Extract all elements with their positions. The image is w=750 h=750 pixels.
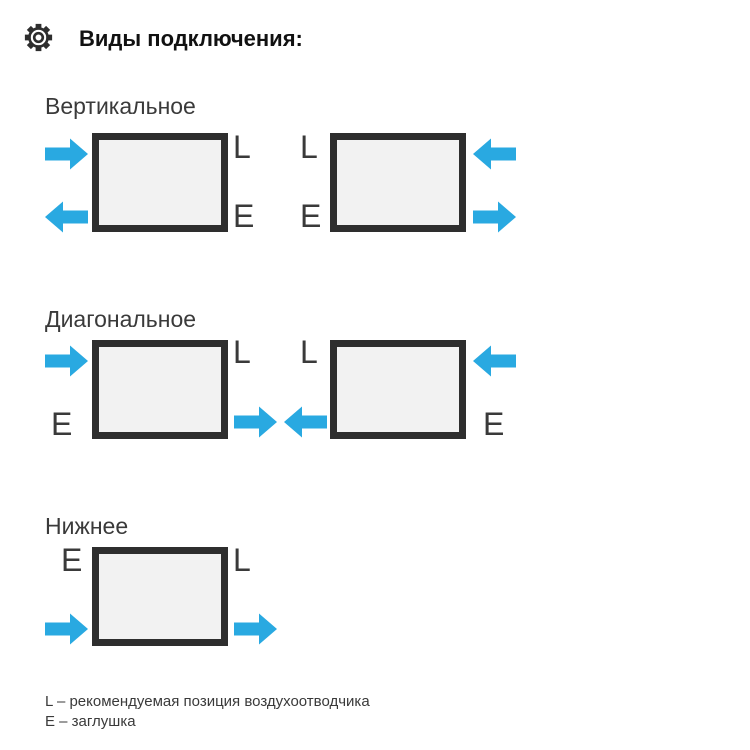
vent-port-label: L <box>300 334 318 370</box>
plug-port-label: E <box>483 406 505 442</box>
radiator-body <box>92 547 228 646</box>
plug-port-label: E <box>61 542 83 578</box>
section-label-bottom: Нижнее <box>45 513 129 539</box>
inlet-arrow-left-icon <box>472 136 516 172</box>
inlet-arrow-right-icon <box>45 136 89 172</box>
outlet-arrow-right-icon <box>234 611 278 647</box>
plug-port-label: E <box>300 198 322 234</box>
radiator-body <box>92 340 228 439</box>
page-title: Виды подключения: <box>79 26 303 51</box>
inlet-arrow-left-icon <box>472 343 516 379</box>
outlet-arrow-right-icon <box>473 199 517 235</box>
legend-vent-line: L – рекомендуемая позиция воздухоотводчика <box>45 693 370 710</box>
outlet-arrow-left-icon <box>44 199 88 235</box>
vent-port-label: L <box>233 334 251 370</box>
gear-icon <box>22 21 55 54</box>
inlet-arrow-right-icon <box>45 343 89 379</box>
plug-port-label: E <box>233 198 255 234</box>
legend <box>45 692 370 732</box>
inlet-arrow-right-icon <box>45 611 89 647</box>
plug-port-label: E <box>51 406 73 442</box>
vent-port-label: L <box>233 542 251 578</box>
vent-port-label: L <box>300 129 318 165</box>
section-label-diagonal: Диагональное <box>45 306 197 332</box>
vent-port-label: L <box>233 129 251 165</box>
legend-plug-line: E – заглушка <box>45 713 136 730</box>
radiator-body <box>92 133 228 232</box>
radiator-body <box>330 340 466 439</box>
radiator-body <box>330 133 466 232</box>
outlet-arrow-left-icon <box>283 404 327 440</box>
outlet-arrow-right-icon <box>234 404 278 440</box>
section-label-vertical: Вертикальное <box>45 93 196 119</box>
